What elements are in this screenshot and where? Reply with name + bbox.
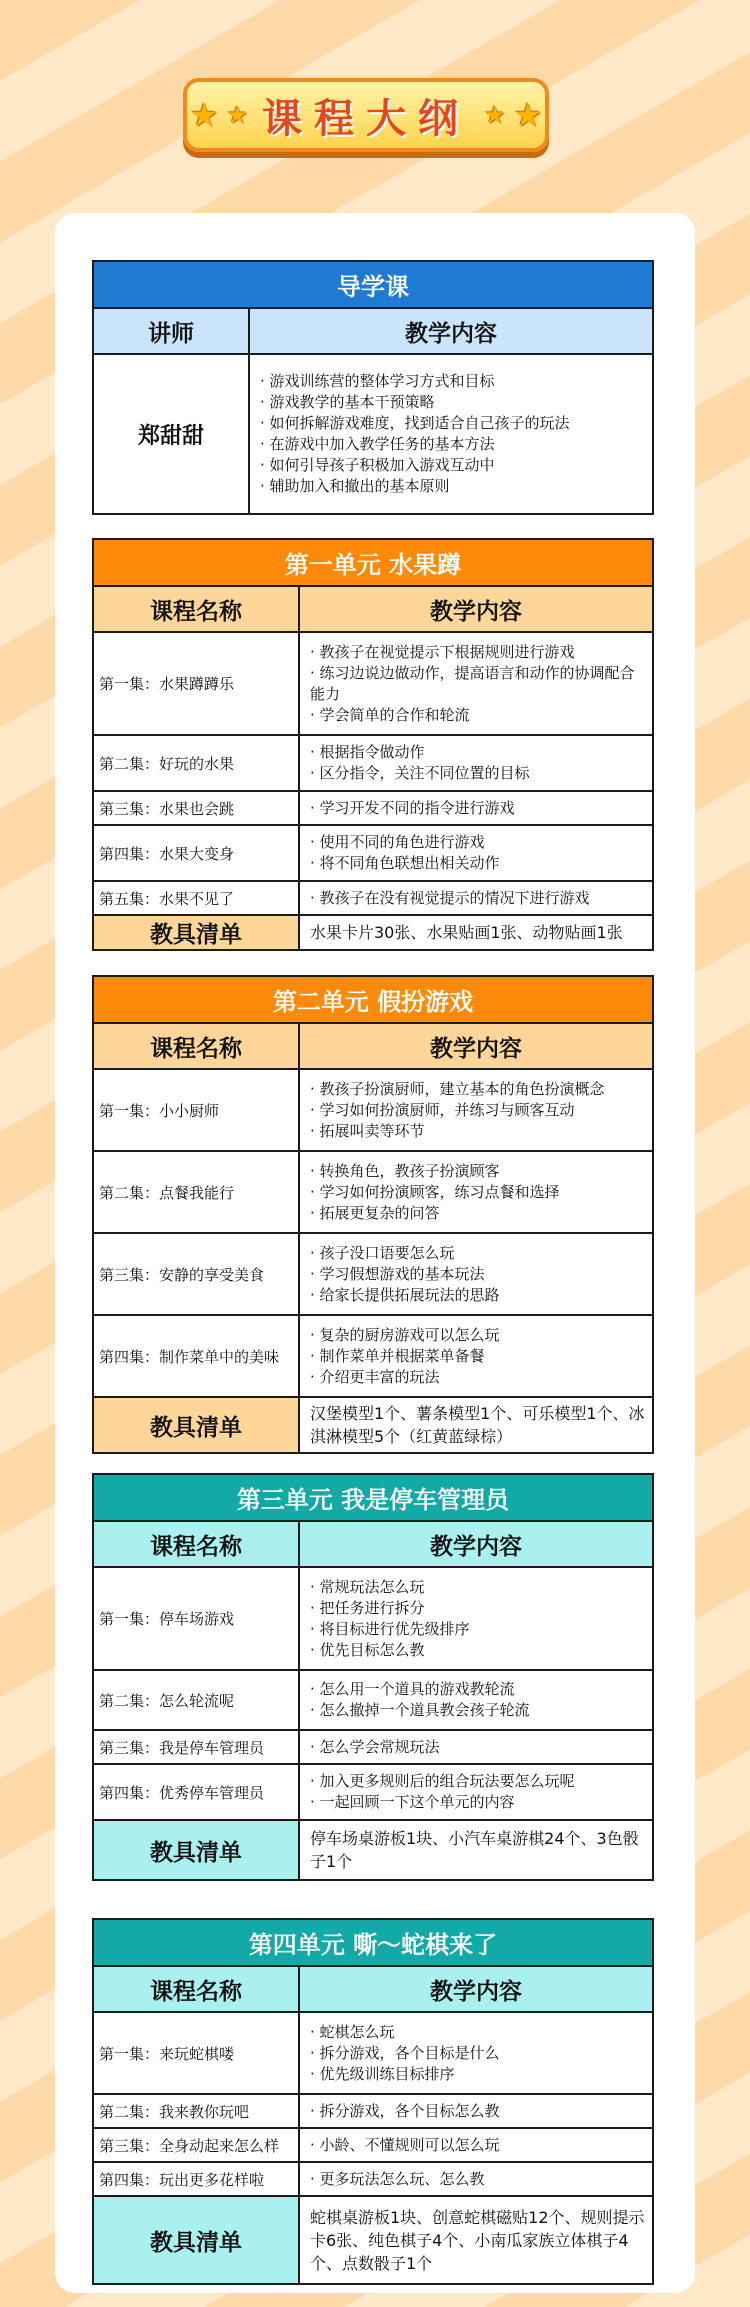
content-list — [299, 791, 653, 825]
lecturer-name: 郑甜甜 — [93, 354, 249, 514]
tools-list: 水果卡片30张、水果贴画1张、动物贴画1张 — [299, 915, 653, 950]
list-item: · 在游戏中加入教学任务的基本方法 — [260, 434, 644, 455]
unit-header: 第一单元 水果蹲 — [93, 539, 653, 586]
column-header: 课程名称 — [93, 586, 299, 632]
list-item: · 加入更多规则后的组合玩法要怎么玩呢 — [310, 1771, 644, 1792]
list-item: · 学习假想游戏的基本玩法 — [310, 1264, 644, 1285]
lesson-name: 第四集：制作菜单中的美味 — [93, 1315, 299, 1397]
content-list — [299, 1567, 653, 1670]
unit-header: 第二单元 假扮游戏 — [93, 976, 653, 1023]
content-list — [299, 825, 653, 881]
unit-table — [92, 975, 654, 1454]
lesson-name: 第二集：点餐我能行 — [93, 1151, 299, 1233]
lesson-name: 第一集：小小厨师 — [93, 1069, 299, 1151]
list-item: · 给家长提供拓展玩法的思路 — [310, 1285, 644, 1306]
column-header: 教学内容 — [249, 308, 653, 354]
lesson-name: 第三集：水果也会跳 — [93, 791, 299, 825]
content-list — [299, 1315, 653, 1397]
lesson-name: 第一集：停车场游戏 — [93, 1567, 299, 1670]
unit-table — [92, 1918, 654, 2285]
content-list — [249, 354, 653, 514]
list-item: · 辅助加入和撤出的基本原则 — [260, 476, 644, 497]
column-header: 教学内容 — [299, 1966, 653, 2012]
column-header: 课程名称 — [93, 1023, 299, 1069]
tools-label: 教具清单 — [93, 1397, 299, 1453]
list-item: · 拆分游戏，各个目标是什么 — [310, 2043, 644, 2064]
list-item: · 一起回顾一下这个单元的内容 — [310, 1792, 644, 1813]
list-item: · 制作菜单并根据菜单备餐 — [310, 1346, 644, 1367]
content-list — [299, 2162, 653, 2196]
intro-header: 导学课 — [93, 261, 653, 308]
list-item: · 拆分游戏，各个目标怎么教 — [310, 2101, 644, 2122]
lesson-name: 第三集：我是停车管理员 — [93, 1730, 299, 1764]
list-item: · 教孩子在视觉提示下根据规则进行游戏 — [310, 642, 644, 663]
list-item: · 孩子没口语要怎么玩 — [310, 1243, 644, 1264]
list-item: · 怎么学会常规玩法 — [310, 1737, 644, 1758]
content-list — [299, 632, 653, 735]
list-item: · 转换角色，教孩子扮演顾客 — [310, 1161, 644, 1182]
list-item: · 教孩子在没有视觉提示的情况下进行游戏 — [310, 888, 644, 909]
list-item: · 将目标进行优先级排序 — [310, 1619, 644, 1640]
lesson-name: 第三集：全身动起来怎么样 — [93, 2128, 299, 2162]
list-item: · 蛇棋怎么玩 — [310, 2022, 644, 2043]
lesson-name: 第四集：玩出更多花样啦 — [93, 2162, 299, 2196]
list-item: · 常规玩法怎么玩 — [310, 1577, 644, 1598]
content-list — [299, 1764, 653, 1820]
unit-table — [92, 538, 654, 951]
star-icon: ★ — [513, 96, 543, 134]
tools-label: 教具清单 — [93, 915, 299, 950]
tools-label: 教具清单 — [93, 1820, 299, 1880]
content-list — [299, 1670, 653, 1730]
unit-header: 第三单元 我是停车管理员 — [93, 1474, 653, 1521]
content-list — [299, 2012, 653, 2094]
content-list — [299, 2128, 653, 2162]
list-item: · 怎么用一个道具的游戏教轮流 — [310, 1679, 644, 1700]
intro-table — [92, 260, 654, 515]
lesson-name: 第一集：来玩蛇棋喽 — [93, 2012, 299, 2094]
list-item: · 优先目标怎么教 — [310, 1640, 644, 1661]
star-icon: ★ — [189, 96, 219, 134]
list-item: · 拓展叫卖等环节 — [310, 1121, 644, 1142]
column-header: 讲师 — [93, 308, 249, 354]
list-item: · 教孩子扮演厨师，建立基本的角色扮演概念 — [310, 1079, 644, 1100]
content-list — [299, 1151, 653, 1233]
lesson-name: 第四集：优秀停车管理员 — [93, 1764, 299, 1820]
list-item: · 如何拆解游戏难度，找到适合自己孩子的玩法 — [260, 413, 644, 434]
list-item: · 学习开发不同的指令进行游戏 — [310, 798, 644, 819]
list-item: · 如何引导孩子积极加入游戏互动中 — [260, 455, 644, 476]
list-item: · 将不同角色联想出相关动作 — [310, 853, 644, 874]
column-header: 课程名称 — [93, 1966, 299, 2012]
lesson-name: 第二集：我来教你玩吧 — [93, 2094, 299, 2128]
unit-table — [92, 1473, 654, 1881]
lesson-name: 第三集：安静的享受美食 — [93, 1233, 299, 1315]
tools-list: 停车场桌游板1块、小汽车桌游棋24个、3色骰子1个 — [299, 1820, 653, 1880]
column-header: 教学内容 — [299, 1521, 653, 1567]
column-header: 教学内容 — [299, 1023, 653, 1069]
list-item: · 练习边说边做动作，提高语言和动作的协调配合能力 — [310, 663, 644, 705]
list-item: · 介绍更丰富的玩法 — [310, 1367, 644, 1388]
content-list — [299, 2094, 653, 2128]
list-item: · 复杂的厨房游戏可以怎么玩 — [310, 1325, 644, 1346]
content-list — [299, 1233, 653, 1315]
list-item: · 使用不同的角色进行游戏 — [310, 832, 644, 853]
star-icon: ★ — [484, 101, 506, 129]
lesson-name: 第一集：水果蹲蹲乐 — [93, 632, 299, 735]
page-title: 课程大纲 — [262, 95, 470, 142]
list-item: · 怎么撤掉一个道具教会孩子轮流 — [310, 1700, 644, 1721]
content-list — [299, 1730, 653, 1764]
tools-list: 蛇棋桌游板1块、创意蛇棋磁贴12个、规则提示卡6张、纯色棋子4个、小南瓜家族立体棋子4个、点数骰子1个 — [299, 2196, 653, 2284]
list-item: · 把任务进行拆分 — [310, 1598, 644, 1619]
column-header: 课程名称 — [93, 1521, 299, 1567]
lesson-name: 第四集：水果大变身 — [93, 825, 299, 881]
content-list — [299, 1069, 653, 1151]
list-item: · 游戏教学的基本干预策略 — [260, 392, 644, 413]
list-item: · 拓展更复杂的问答 — [310, 1203, 644, 1224]
column-header: 教学内容 — [299, 586, 653, 632]
unit-header: 第四单元 嘶～蛇棋来了 — [93, 1919, 653, 1966]
title-banner — [183, 78, 549, 152]
list-item: · 学习如何扮演顾客，练习点餐和选择 — [310, 1182, 644, 1203]
list-item: · 学习如何扮演厨师，并练习与顾客互动 — [310, 1100, 644, 1121]
lesson-name: 第二集：怎么轮流呢 — [93, 1670, 299, 1730]
lesson-name: 第五集：水果不见了 — [93, 881, 299, 915]
content-list — [299, 881, 653, 915]
list-item: · 根据指令做动作 — [310, 742, 644, 763]
list-item: · 更多玩法怎么玩、怎么教 — [310, 2169, 644, 2190]
star-icon: ★ — [226, 101, 248, 129]
lesson-name: 第二集：好玩的水果 — [93, 735, 299, 791]
list-item: · 游戏训练营的整体学习方式和目标 — [260, 371, 644, 392]
tools-list: 汉堡模型1个、薯条模型1个、可乐模型1个、冰淇淋模型5个（红黄蓝绿棕） — [299, 1397, 653, 1453]
list-item: · 区分指令，关注不同位置的目标 — [310, 763, 644, 784]
tools-label: 教具清单 — [93, 2196, 299, 2284]
list-item: · 学会简单的合作和轮流 — [310, 705, 644, 726]
content-list — [299, 735, 653, 791]
list-item: · 优先级训练目标排序 — [310, 2064, 644, 2085]
list-item: · 小龄、不懂规则可以怎么玩 — [310, 2135, 644, 2156]
